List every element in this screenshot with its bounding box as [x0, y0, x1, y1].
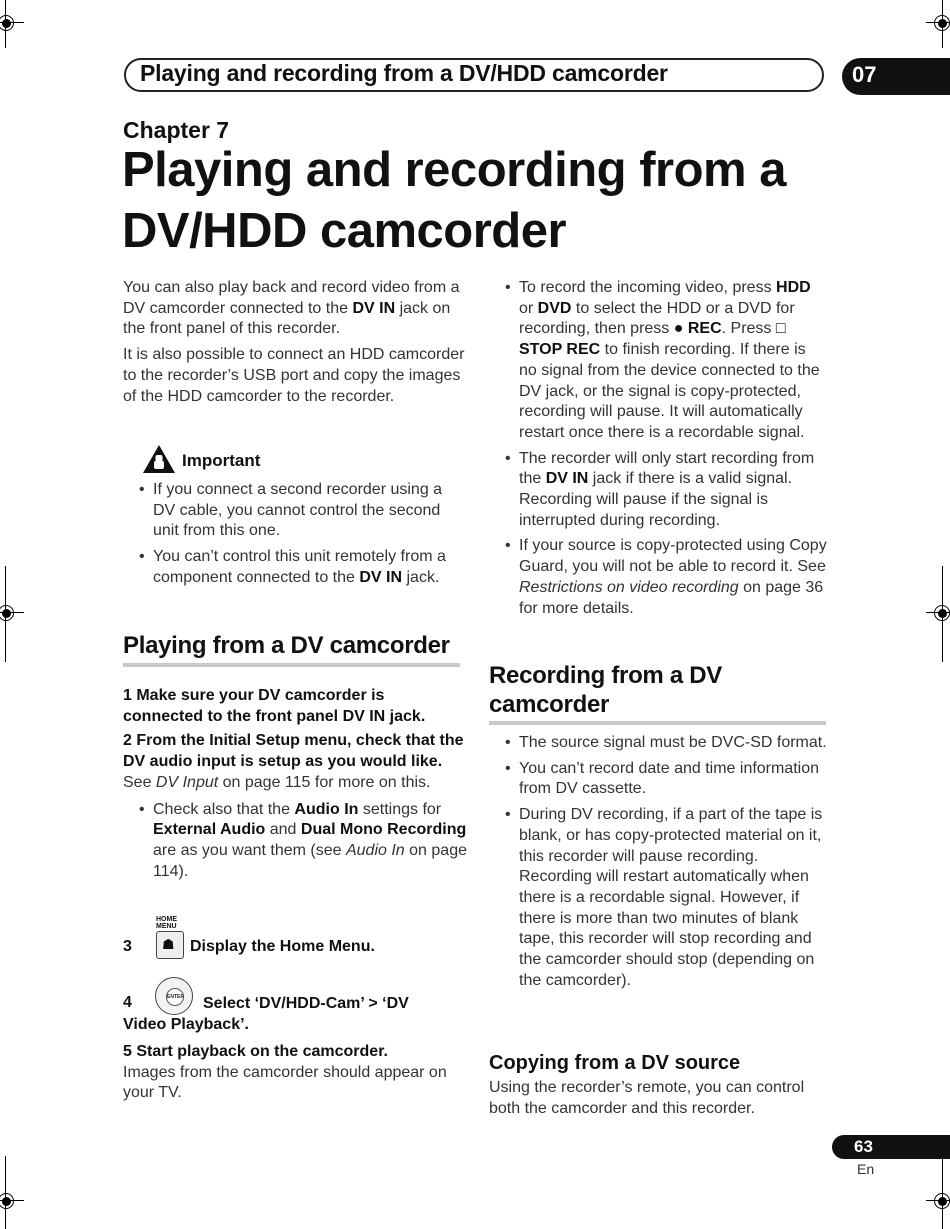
enter-button-icon: ENTER [155, 977, 193, 1015]
copying-text: Using the recorder’s remote, you can control both the camcorder and this recorder. [489, 1079, 805, 1117]
intro-paragraph-2: It is also possible to connect an HDD camcorder to the recorder’s USB port and copy the images of the HDD camcorder to the recorder. [123, 346, 465, 405]
home-menu-button-icon: HOME MENU ☗ [156, 916, 184, 959]
registration-mark [931, 602, 950, 624]
intro-text [123, 278, 468, 407]
registration-mark [0, 1190, 17, 1212]
step-3-number: 3 [123, 938, 132, 955]
chapter-number-tab: 07 [842, 58, 950, 95]
recording-note: • If your source is copy-protected using Copy Guard, you will not be able to record it. See Restrictions on video recording on page 36 for more details. [503, 536, 827, 619]
step-4-number: 4 [123, 994, 132, 1011]
important-item: • If you connect a second recorder using a DV cable, you cannot control the second unit from this one. [137, 480, 462, 542]
step-5: 5 Start playback on the camcorder. [123, 1043, 388, 1060]
chapter-title: Playing and recording from a DV/HDD camcorder [122, 143, 786, 258]
registration-mark [0, 12, 17, 34]
intro-paragraph-1: You can also play back and record video from a DV camcorder connected to the DV IN jack on the front panel of this recorder. [123, 279, 460, 338]
recording-notes [503, 278, 827, 619]
step-3: Display the Home Menu. [190, 938, 375, 955]
step-2-bullet: • Check also that the Audio In settings for External Audio and Dual Mono Recording are as you want them (see Audio In on page 114). [137, 800, 468, 883]
recording-note: • To record the incoming video, press HDD or DVD to select the HDD or a DVD for recording, then press ● REC. Press □ STOP REC to finish recording. If there is no signal from the device connected to the DV jack, or the signal is copy-protected, recording will pause. It will automatically restart once there is a recordable signal. [503, 278, 827, 444]
step-1: 1 Make sure your DV camcorder is connected to the front panel DV IN jack. [123, 687, 426, 725]
recording-note: • The recorder will only start recording from the DV IN jack if there is a valid signal. Recording will pause if the signal is interrupted during recording. [503, 449, 827, 532]
playing-steps [123, 686, 468, 882]
chapter-label: Chapter 7 [123, 117, 230, 143]
important-item: • You can’t control this unit remotely from a component connected to the DV IN jack. [137, 547, 462, 588]
recording-bullets [503, 733, 827, 991]
recording-bullet: • You can’t record date and time information from DV cassette. [503, 759, 827, 800]
important-heading: Important [182, 451, 261, 470]
running-header-title: Playing and recording from a DV/HDD camcorder [140, 60, 668, 86]
registration-mark [0, 602, 17, 624]
important-list [137, 480, 462, 589]
section-title-recording: Recording from a DV camcorder [489, 662, 722, 718]
page-number: 63 [832, 1135, 950, 1159]
subsection-title-copying: Copying from a DV source [489, 1052, 741, 1074]
recording-bullet: • The source signal must be DVC-SD format. [503, 733, 827, 754]
step-5-note: Images from the camcorder should appear on your TV. [123, 1063, 447, 1102]
registration-mark [931, 1190, 950, 1212]
section-title-playing: Playing from a DV camcorder [123, 632, 450, 659]
registration-mark [931, 12, 950, 34]
recording-bullet: • During DV recording, if a part of the tape is blank, or has copy-protected material on it, this recorder will pause recording. Recording will restart automatically when there is a recordable signal. However, if there is more than two minutes of blank tape, this recorder will stop recording and the camcorder should stop (depending on the camcorder). [503, 805, 827, 991]
step-4: Select ‘DV/HDD-Cam’ > ‘DV Video Playback’. [123, 995, 409, 1033]
warning-icon [142, 444, 176, 474]
section-rule [489, 721, 826, 725]
step-2: 2 From the Initial Setup menu, check that the DV audio input is setup as you would like. [123, 732, 464, 771]
page-language: En [857, 1161, 875, 1177]
step-2-note: See DV Input on page 115 for more on this. [123, 773, 431, 791]
step-5-block [123, 1042, 468, 1104]
section-rule [123, 663, 460, 667]
